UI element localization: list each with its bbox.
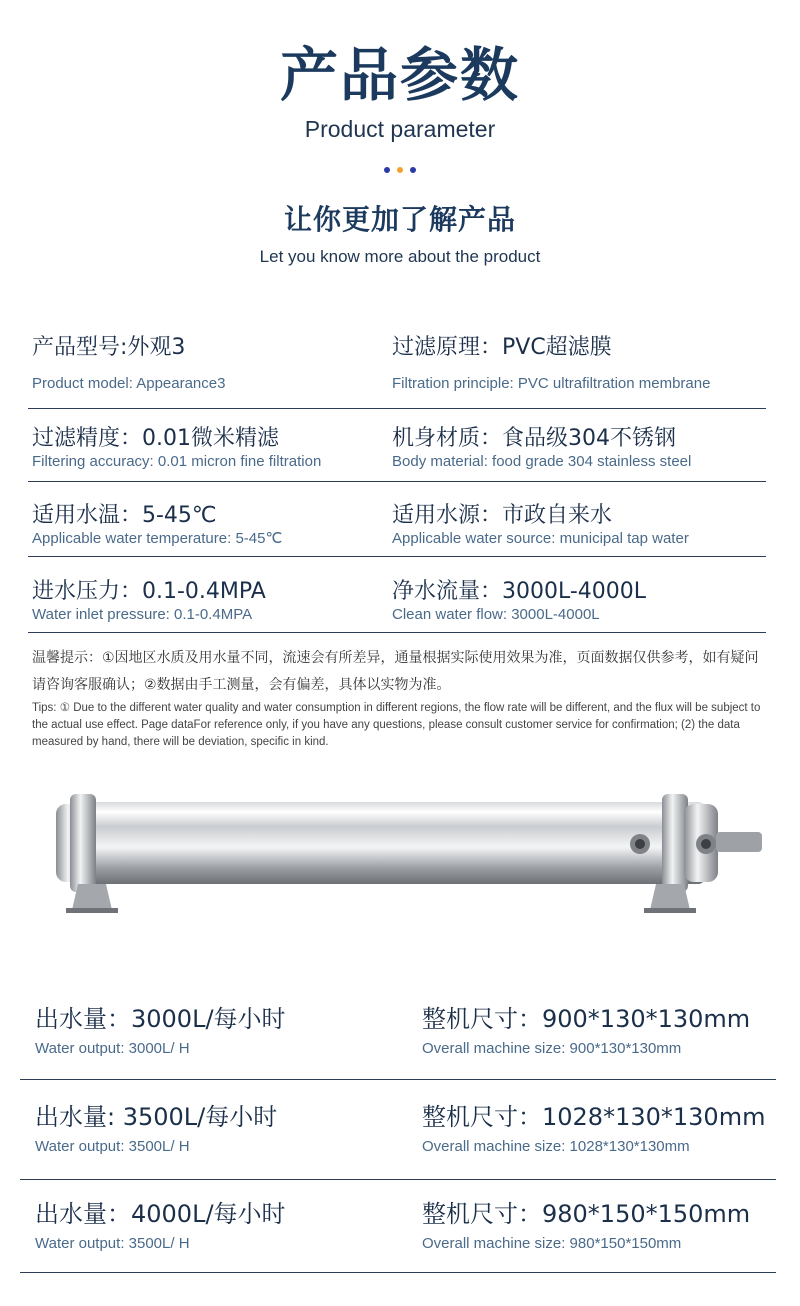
water-output-cn: 出水量: 3500L/每小时 — [35, 1103, 278, 1131]
divider — [28, 632, 766, 633]
spec-label-cn: 产品型号:外观3 — [32, 335, 186, 360]
page-title: 产品参数 — [279, 41, 520, 109]
divider — [20, 1079, 776, 1080]
spec-label-en: Product model: Appearance3 — [32, 375, 226, 392]
spec-label-cn: 过滤精度：0.01微米精滤 — [32, 426, 279, 451]
water-output-en: Water output: 3000L/ H — [35, 1040, 190, 1057]
spec-water-source — [392, 502, 689, 548]
spec-label-cn: 过滤原理：PVC超滤膜 — [392, 335, 612, 360]
divider — [28, 408, 766, 409]
spec-label-cn: 适用水源：市政自来水 — [392, 503, 613, 528]
spec-filter-accuracy — [32, 425, 321, 471]
machine-size-cn: 整机尺寸：980*150*150mm — [422, 1200, 751, 1228]
spec-water-flow — [392, 578, 646, 624]
spec-product-model — [32, 334, 225, 393]
dot-2 — [397, 167, 403, 173]
output-row-1-left — [35, 1004, 286, 1059]
filter-housing-illustration — [48, 780, 768, 920]
product-image — [48, 780, 768, 920]
machine-size-cn: 整机尺寸：1028*130*130mm — [422, 1103, 766, 1131]
divider — [28, 556, 766, 557]
spec-body-material — [392, 425, 691, 471]
spec-water-temperature — [32, 502, 282, 548]
output-row-1-right — [422, 1004, 750, 1059]
water-output-en: Water output: 3500L/ H — [35, 1235, 190, 1252]
water-output-cn: 出水量：3000L/每小时 — [35, 1005, 286, 1033]
output-row-2-right — [422, 1102, 765, 1157]
spec-label-en: Filtering accuracy: 0.01 micron fine filtration — [32, 453, 322, 470]
machine-size-cn: 整机尺寸：900*130*130mm — [422, 1005, 751, 1033]
tips-text-en: Tips: ① Due to the different water quality and water consumption in different regions, the flow rate will be different, and the flux will be subject to the actual use effect. Page dataFor reference only, if you have any questions, please consult customer service for confirmation; (2) the data measured by hand, there will be deviation, specific in kind. — [32, 702, 761, 748]
machine-size-en: Overall machine size: 980*150*150mm — [422, 1235, 682, 1252]
spec-filtration-principle — [392, 334, 710, 393]
tips-text-cn: 温馨提示：①因地区水质及用水量不同，流速会有所差异，通量根据实际使用效果为准，页面数据仅供参考，如有疑问请咨询客服确认；②数据由手工测量，会有偏差，具体以实物为准。 — [32, 650, 759, 693]
divider — [20, 1272, 776, 1273]
divider — [28, 481, 766, 482]
dot-3 — [410, 167, 416, 173]
output-row-2-left — [35, 1102, 277, 1157]
spec-label-en: Water inlet pressure: 0.1-0.4MPA — [32, 606, 253, 623]
output-row-3-left — [35, 1199, 286, 1254]
divider — [20, 1179, 776, 1180]
spec-label-cn: 净水流量：3000L-4000L — [392, 579, 647, 604]
section-heading-en: Let you know more about the product — [259, 247, 541, 266]
spec-label-en: Filtration principle: PVC ultrafiltration membrane — [392, 375, 711, 392]
decorative-dots — [0, 167, 800, 173]
page-subtitle-en: Product parameter — [304, 116, 496, 142]
spec-label-en: Applicable water temperature: 5-45℃ — [32, 530, 283, 547]
spec-inlet-pressure — [32, 578, 266, 624]
machine-size-en: Overall machine size: 1028*130*130mm — [422, 1138, 690, 1155]
section-heading: 让你更加了解产品 — [283, 203, 516, 236]
spec-label-en: Applicable water source: municipal tap water — [392, 530, 689, 547]
water-output-en: Water output: 3500L/ H — [35, 1138, 190, 1155]
spec-label-cn: 进水压力：0.1-0.4MPA — [32, 579, 266, 604]
spec-label-en: Body material: food grade 304 stainless steel — [392, 453, 692, 470]
water-output-cn: 出水量：4000L/每小时 — [35, 1200, 286, 1228]
spec-label-cn: 机身材质：食品级304不锈钢 — [392, 426, 676, 451]
spec-label-en: Clean water flow: 3000L-4000L — [392, 606, 600, 623]
output-row-3-right — [422, 1199, 750, 1254]
machine-size-en: Overall machine size: 900*130*130mm — [422, 1040, 682, 1057]
dot-1 — [384, 167, 390, 173]
spec-label-cn: 适用水温：5-45℃ — [32, 503, 217, 528]
